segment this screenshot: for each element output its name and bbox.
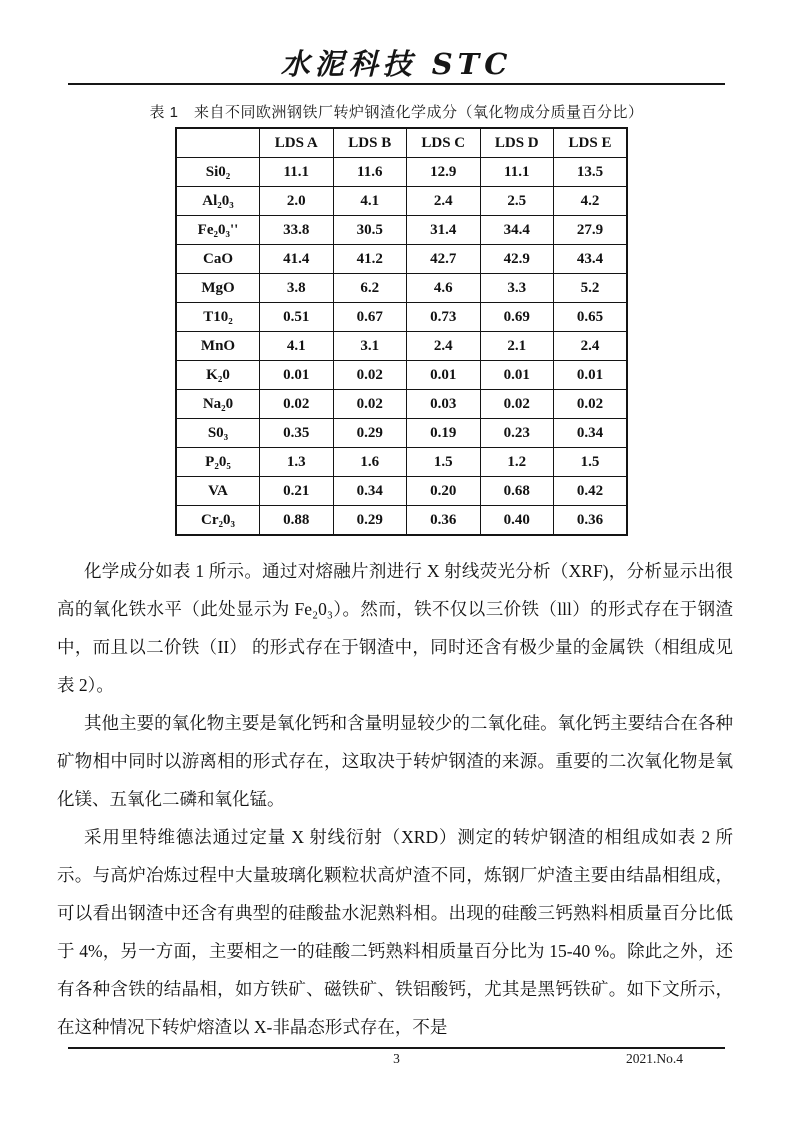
table-cell: 42.7 <box>407 245 481 274</box>
table-cell: 31.4 <box>407 216 481 245</box>
paragraph-3: 采用里特维德法通过定量 X 射线衍射（XRD）测定的转炉钢渣的相组成如表 2 所示。与高炉冶炼过程中大量玻璃化颗粒状高炉渣不同，炼钢厂炉渣主要由结晶相组成，可以看出钢渣中还含有典型的硅酸盐水泥熟料相。出现的硅酸三钙熟料相质量百分比低于 4%，另一方面，主要相之一的硅酸二钙熟料相质量百分比为 15-40 %。除此之外，还有各种含铁的结晶相，如方铁矿、磁铁矿、铁铝酸钙，尤其是黑钙铁矿。如下文所示，在这种情况下转炉熔渣以 X-非晶态形式存在，不是 <box>57 827 733 1037</box>
footer-rule <box>68 1047 725 1049</box>
table-head <box>176 128 627 158</box>
table-cell: 0.01 <box>554 361 628 390</box>
table-row <box>176 216 627 245</box>
column-header: LDS E <box>554 128 628 158</box>
table-cell: 0.23 <box>480 419 554 448</box>
row-label: Si0₂ <box>176 158 260 187</box>
row-label: Na₂0 <box>176 390 260 419</box>
table-header-row <box>176 128 627 158</box>
table-cell: 41.2 <box>333 245 407 274</box>
article-body <box>57 552 733 1046</box>
table-cell: 6.2 <box>333 274 407 303</box>
table-cell: 1.2 <box>480 448 554 477</box>
row-label: K₂0 <box>176 361 260 390</box>
row-label: P₂0₅ <box>176 448 260 477</box>
table-cell: 0.40 <box>480 506 554 536</box>
table-cell: 30.5 <box>333 216 407 245</box>
table-cell: 0.34 <box>333 477 407 506</box>
table-cell: 0.68 <box>480 477 554 506</box>
row-label: S0₃ <box>176 419 260 448</box>
table-row <box>176 361 627 390</box>
table-cell: 0.29 <box>333 419 407 448</box>
row-label: T10₂ <box>176 303 260 332</box>
table-row <box>176 158 627 187</box>
table-cell: 0.29 <box>333 506 407 536</box>
table-cell: 34.4 <box>480 216 554 245</box>
column-header <box>176 128 260 158</box>
row-label: MgO <box>176 274 260 303</box>
row-label: MnO <box>176 332 260 361</box>
table-cell: 0.21 <box>260 477 334 506</box>
table-cell: 2.4 <box>407 187 481 216</box>
table-row <box>176 419 627 448</box>
table-cell: 3.3 <box>480 274 554 303</box>
column-header: LDS C <box>407 128 481 158</box>
table-cell: 4.1 <box>260 332 334 361</box>
table-cell: 0.03 <box>407 390 481 419</box>
table-body <box>176 158 627 536</box>
table-cell: 0.69 <box>480 303 554 332</box>
header-rule <box>68 83 725 85</box>
table-row <box>176 448 627 477</box>
table-cell: 0.02 <box>333 390 407 419</box>
table-cell: 2.4 <box>554 332 628 361</box>
row-label: VA <box>176 477 260 506</box>
table-cell: 4.1 <box>333 187 407 216</box>
table-cell: 1.6 <box>333 448 407 477</box>
table-cell: 5.2 <box>554 274 628 303</box>
table-cell: 27.9 <box>554 216 628 245</box>
table-cell: 0.01 <box>480 361 554 390</box>
paragraph-2: 其他主要的氧化物主要是氧化钙和含量明显较少的二氧化硅。氧化钙主要结合在各种矿物相中同时以游离相的形式存在，这取决于转炉钢渣的来源。重要的二次氧化物是氧化镁、五氧化二磷和氧化锰。 <box>57 713 733 809</box>
table-row <box>176 390 627 419</box>
table-cell: 13.5 <box>554 158 628 187</box>
issue-label: 2021.No.4 <box>626 1051 683 1066</box>
table-cell: 41.4 <box>260 245 334 274</box>
table-cell: 33.8 <box>260 216 334 245</box>
table-cell: 2.1 <box>480 332 554 361</box>
table-row <box>176 332 627 361</box>
table-row <box>176 303 627 332</box>
table-cell: 3.1 <box>333 332 407 361</box>
table-row <box>176 477 627 506</box>
row-label: Al₂0₃ <box>176 187 260 216</box>
table-cell: 2.4 <box>407 332 481 361</box>
table-cell: 0.20 <box>407 477 481 506</box>
table-row <box>176 245 627 274</box>
table-cell: 42.9 <box>480 245 554 274</box>
table-cell: 4.6 <box>407 274 481 303</box>
row-label: Cr₂0₃ <box>176 506 260 536</box>
table-cell: 0.35 <box>260 419 334 448</box>
table-cell: 0.02 <box>554 390 628 419</box>
table-cell: 0.34 <box>554 419 628 448</box>
table-cell: 11.6 <box>333 158 407 187</box>
table-cell: 0.02 <box>260 390 334 419</box>
row-label: Fe₂0₃'' <box>176 216 260 245</box>
table-cell: 43.4 <box>554 245 628 274</box>
table-cell: 0.65 <box>554 303 628 332</box>
composition-table <box>175 127 628 536</box>
table-cell: 0.02 <box>333 361 407 390</box>
table-cell: 11.1 <box>260 158 334 187</box>
column-header: LDS D <box>480 128 554 158</box>
table-cell: 1.5 <box>554 448 628 477</box>
table-cell: 0.42 <box>554 477 628 506</box>
table-row <box>176 274 627 303</box>
table-cell: 0.01 <box>407 361 481 390</box>
column-header: LDS B <box>333 128 407 158</box>
table-cell: 1.3 <box>260 448 334 477</box>
paragraph-1: 化学成分如表 1 所示。通过对熔融片剂进行 X 射线荧光分析（XRF)，分析显示出很高的氧化铁水平（此处显示为 Fe₂0₃）。然而，铁不仅以三价铁（lll）的形式存在于钢渣中，而且以二价铁（II） 的形式存在于钢渣中，同时还含有极少量的金属铁（相组成见表 2）。 <box>57 561 733 695</box>
table-cell: 0.51 <box>260 303 334 332</box>
table-cell: 0.19 <box>407 419 481 448</box>
column-header: LDS A <box>260 128 334 158</box>
footer <box>68 1051 725 1073</box>
table-row <box>176 187 627 216</box>
table-caption: 表 1 来自不同欧洲钢铁厂转炉钢渣化学成分（氧化物成分质量百分比） <box>149 104 644 121</box>
table-cell: 0.36 <box>407 506 481 536</box>
table-cell: 2.5 <box>480 187 554 216</box>
table-cell: 12.9 <box>407 158 481 187</box>
table-cell: 3.8 <box>260 274 334 303</box>
row-label: CaO <box>176 245 260 274</box>
table-cell: 0.36 <box>554 506 628 536</box>
table-cell: 0.67 <box>333 303 407 332</box>
table-cell: 1.5 <box>407 448 481 477</box>
table-cell: 11.1 <box>480 158 554 187</box>
table-row <box>176 506 627 536</box>
table-cell: 0.73 <box>407 303 481 332</box>
table-cell: 0.01 <box>260 361 334 390</box>
journal-title: 水泥科技 STC <box>280 47 513 81</box>
table-cell: 0.88 <box>260 506 334 536</box>
table-cell: 4.2 <box>554 187 628 216</box>
table-cell: 2.0 <box>260 187 334 216</box>
table-cell: 0.02 <box>480 390 554 419</box>
page-number: 3 <box>393 1051 400 1066</box>
